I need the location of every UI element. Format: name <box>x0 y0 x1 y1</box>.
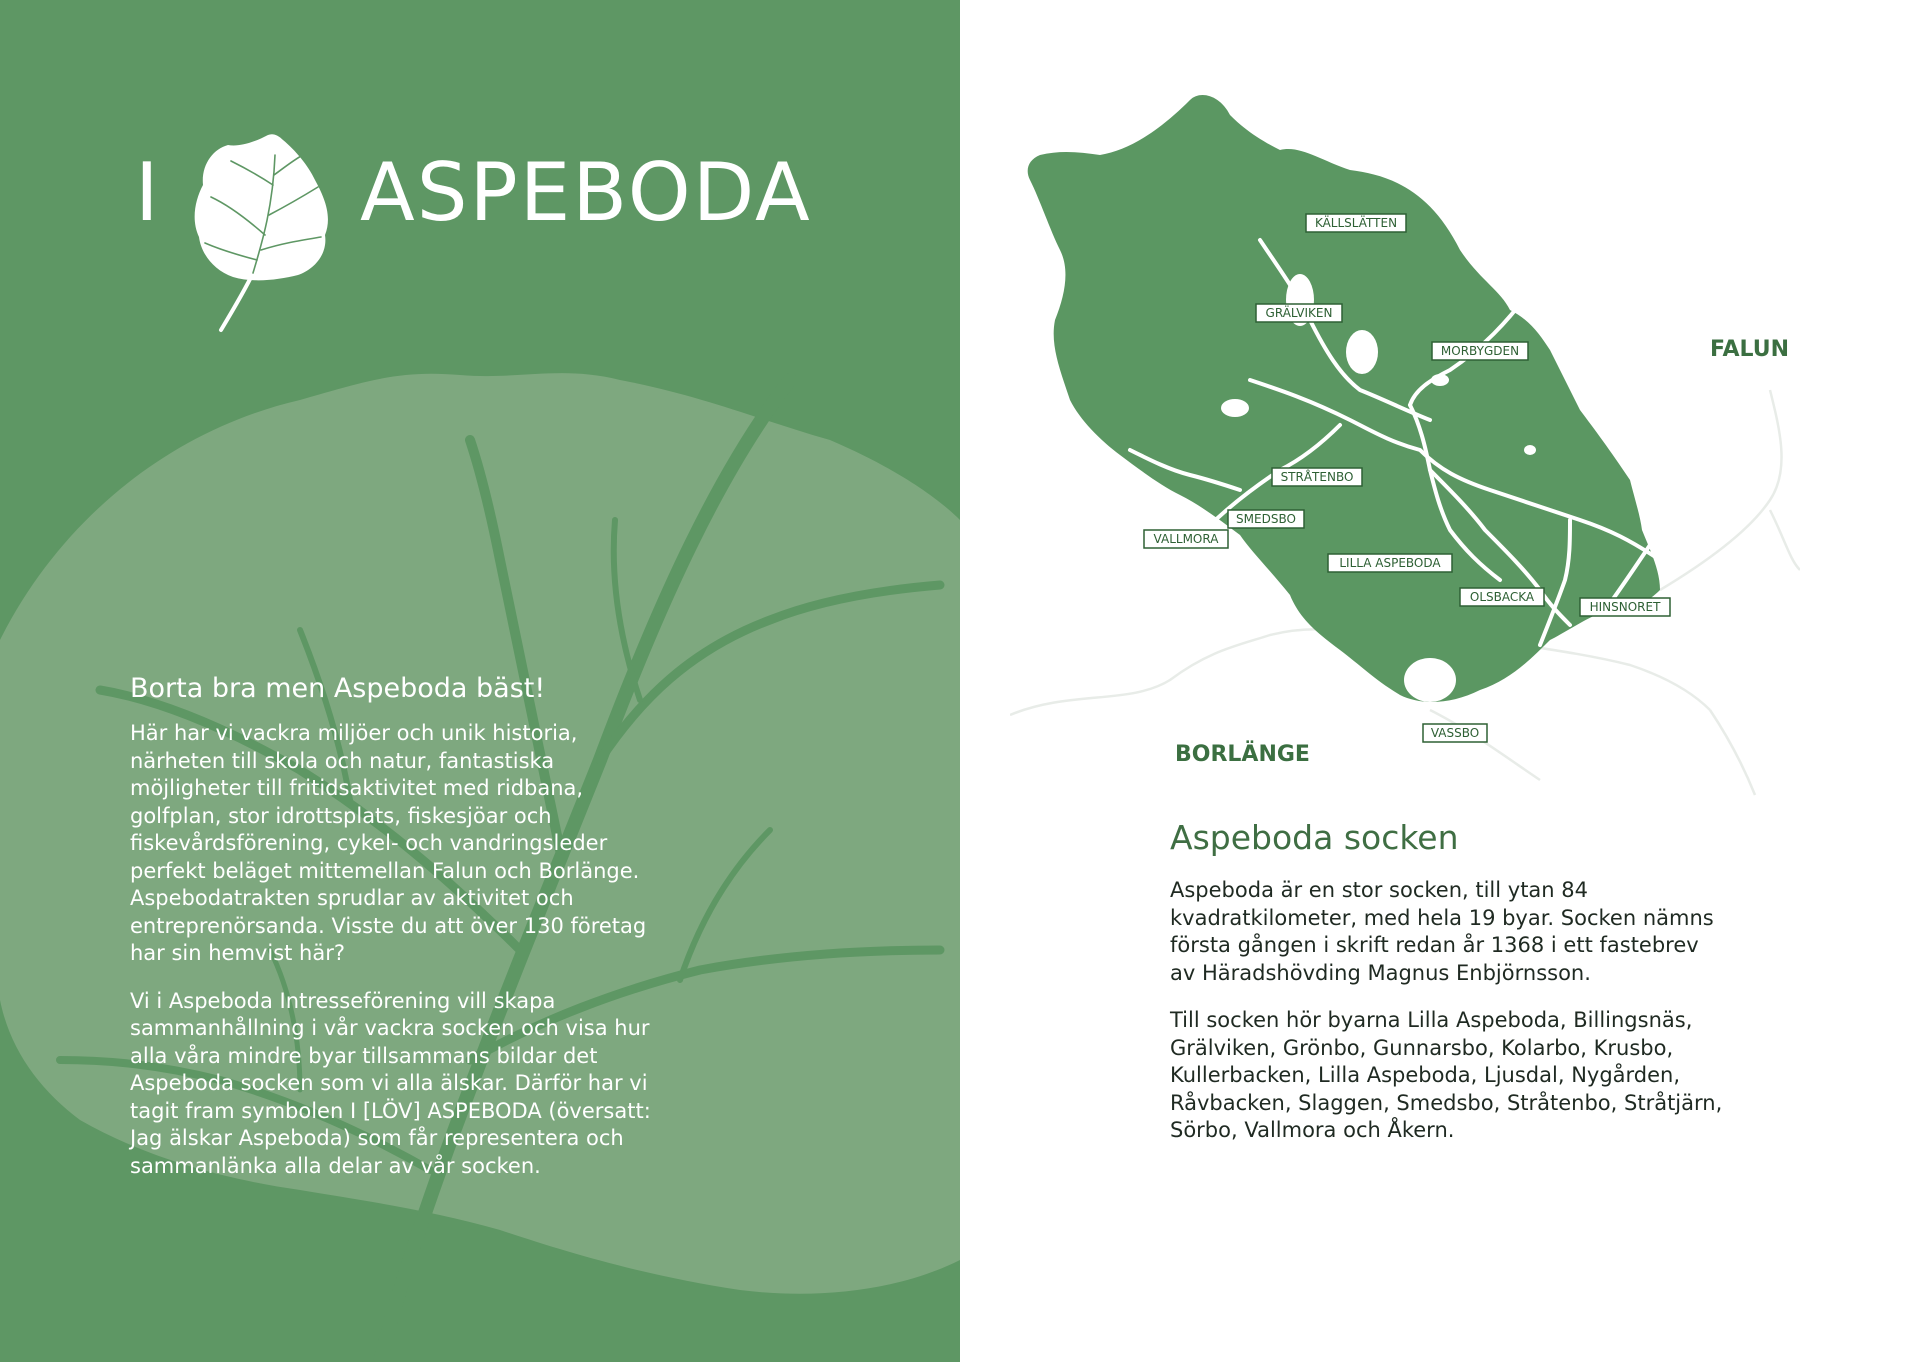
village-label-morbygden <box>1432 342 1528 360</box>
parish-map <box>1010 90 1800 810</box>
svg-text:SMEDSBO: SMEDSBO <box>1236 512 1296 526</box>
svg-text:KÄLLSLÄTTEN: KÄLLSLÄTTEN <box>1314 216 1398 230</box>
svg-text:OLSBACKA: OLSBACKA <box>1469 590 1535 604</box>
svg-text:HINSNORET: HINSNORET <box>1589 600 1661 614</box>
village-label-vallmora <box>1144 530 1228 548</box>
svg-text:GRÄLVIKEN: GRÄLVIKEN <box>1265 306 1333 320</box>
svg-text:LILLA ASPEBODA: LILLA ASPEBODA <box>1339 556 1441 570</box>
aspen-leaf-icon <box>183 125 333 335</box>
parish-paragraph: Till socken hör byarna Lilla Aspeboda, Billingsnäs, Grälviken, Grönbo, Gunnarsbo, Kolarbo, Krusbo, Kullerbacken, Lilla Aspeboda, Ljusdal, Nygården, Råvbacken, Slaggen, Smedsbo, Stråtenbo, Stråtjärn, Sörbo, Vallmora och Åkern. <box>1170 1008 1723 1142</box>
parish-paragraph: Aspeboda är en stor socken, till ytan 84 kvadratkilometer, med hela 19 byar. Socken nämns första gången i skrift redan år 1368 i ett fastebrev av Häradshövding Magnus Enbjörnsson. <box>1170 878 1714 985</box>
city-label-borlange: BORLÄNGE <box>1175 742 1310 767</box>
intro-heading: Borta bra men Aspeboda bäst! <box>130 673 546 704</box>
village-label-kallslatten <box>1306 214 1406 232</box>
village-label-hinsnoret <box>1580 598 1670 616</box>
logo-i: I <box>135 146 159 239</box>
city-label-falun: FALUN <box>1710 337 1790 362</box>
svg-text:MORBYGDEN: MORBYGDEN <box>1440 344 1520 358</box>
intro-paragraph: Vi i Aspeboda Intresseförening vill skapa sammanhållning i vår vackra socken och visa hur alla våra mindre byar tillsammans bildar det Aspeboda socken som vi alla älskar. Därför har vi tagit fram symbolen I [LÖV] ASPEBODA (översatt: Jag älskar Aspeboda) som får representera och sammanlänka alla delar av vår socken. <box>130 988 651 1178</box>
logo-wordmark: ASPEBODA <box>360 146 812 239</box>
village-label-olsbacka <box>1460 588 1544 606</box>
intro-text <box>130 673 660 1200</box>
village-label-stratenbo <box>1272 468 1362 486</box>
i-love-aspeboda-logo <box>135 125 835 335</box>
svg-text:VALLMORA: VALLMORA <box>1153 532 1219 546</box>
village-label-lilla-aspeboda <box>1328 554 1452 572</box>
intro-paragraph: Här har vi vackra miljöer och unik historia, närheten till skola och natur, fantastiska möjligheter till fritidsaktivitet med ridbana, golfplan, stor idrottsplats, fiskesjöar och fiskevårdsförening, cykel- och vandringsleder perfekt beläget mittemellan Falun och Borlänge. Aspebodatrakten sprudlar av aktivitet och entreprenörsanda. Visste du att över 130 företag har sin hemvist här? <box>130 721 647 965</box>
parish-heading: Aspeboda socken <box>1170 818 1459 857</box>
village-label-gralviken <box>1256 304 1342 322</box>
parish-area <box>1028 95 1660 702</box>
svg-text:VASSBO: VASSBO <box>1430 726 1480 740</box>
village-label-vassbo <box>1423 724 1487 742</box>
village-label-smedsbo <box>1228 510 1304 528</box>
parish-info <box>1170 818 1730 1165</box>
svg-text:STRÅTENBO: STRÅTENBO <box>1280 470 1354 484</box>
